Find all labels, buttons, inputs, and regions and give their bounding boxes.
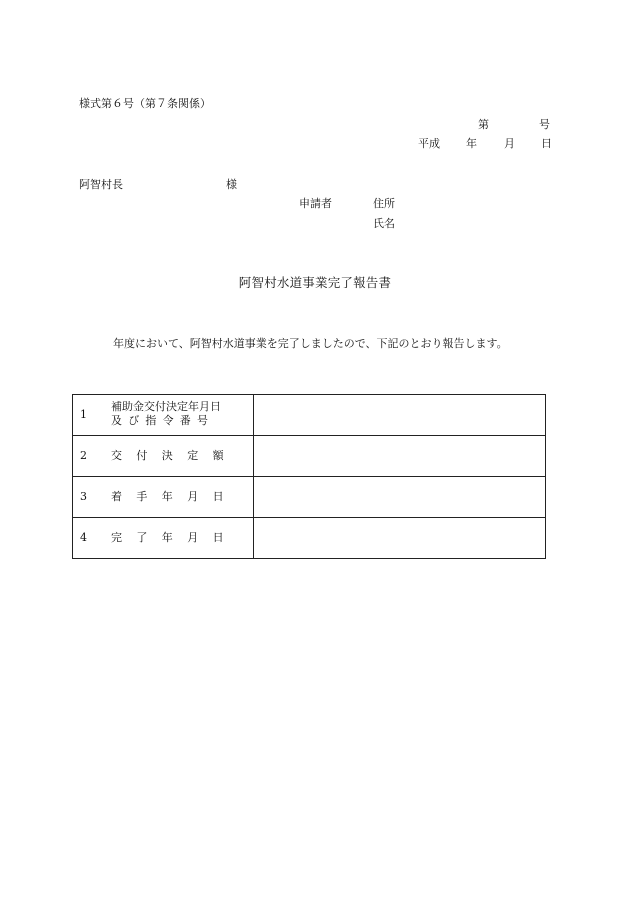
row-label-cell [73,477,254,518]
date-year-label: 年 [466,137,477,150]
form-number: 様式第６号（第７条関係） [79,97,211,110]
date-era: 平成 [418,137,440,150]
row-value-cell[interactable] [254,436,546,477]
document-number-suffix: 号 [539,118,550,131]
row-value-cell[interactable] [254,518,546,559]
row-label: 完了年月日 [111,531,238,544]
report-table [72,394,546,559]
table-row [73,395,546,436]
row-label-cell [73,436,254,477]
date-month-label: 月 [504,137,515,150]
addressee-honorific: 様 [226,178,237,191]
applicant-label: 申請者 [299,197,332,210]
row-number: 1 [80,408,87,421]
row-label-line2: 及び指令番号 [111,414,215,427]
addressee-name: 阿智村長 [79,178,123,191]
row-label-cell [73,518,254,559]
row-label-cell [73,395,254,436]
row-number: 2 [80,449,87,462]
row-label-line1: 補助金交付決定年月日 [111,400,221,413]
table-row [73,477,546,518]
table-row [73,518,546,559]
intro-text: 年度において、阿智村水道事業を完了しましたので、下記のとおり報告します。 [113,337,508,350]
document-title: 阿智村水道事業完了報告書 [238,275,392,290]
document-number-prefix: 第 [478,118,489,131]
address-label: 住所 [373,197,395,210]
row-label [111,400,221,428]
row-number: 3 [80,490,87,503]
row-label: 着手年月日 [111,490,238,503]
row-number: 4 [80,531,87,544]
row-value-cell[interactable] [254,395,546,436]
row-value-cell[interactable] [254,477,546,518]
name-label: 氏名 [373,217,395,230]
table-row [73,436,546,477]
row-label: 交付決定額 [111,449,238,462]
date-day-label: 日 [541,137,552,150]
